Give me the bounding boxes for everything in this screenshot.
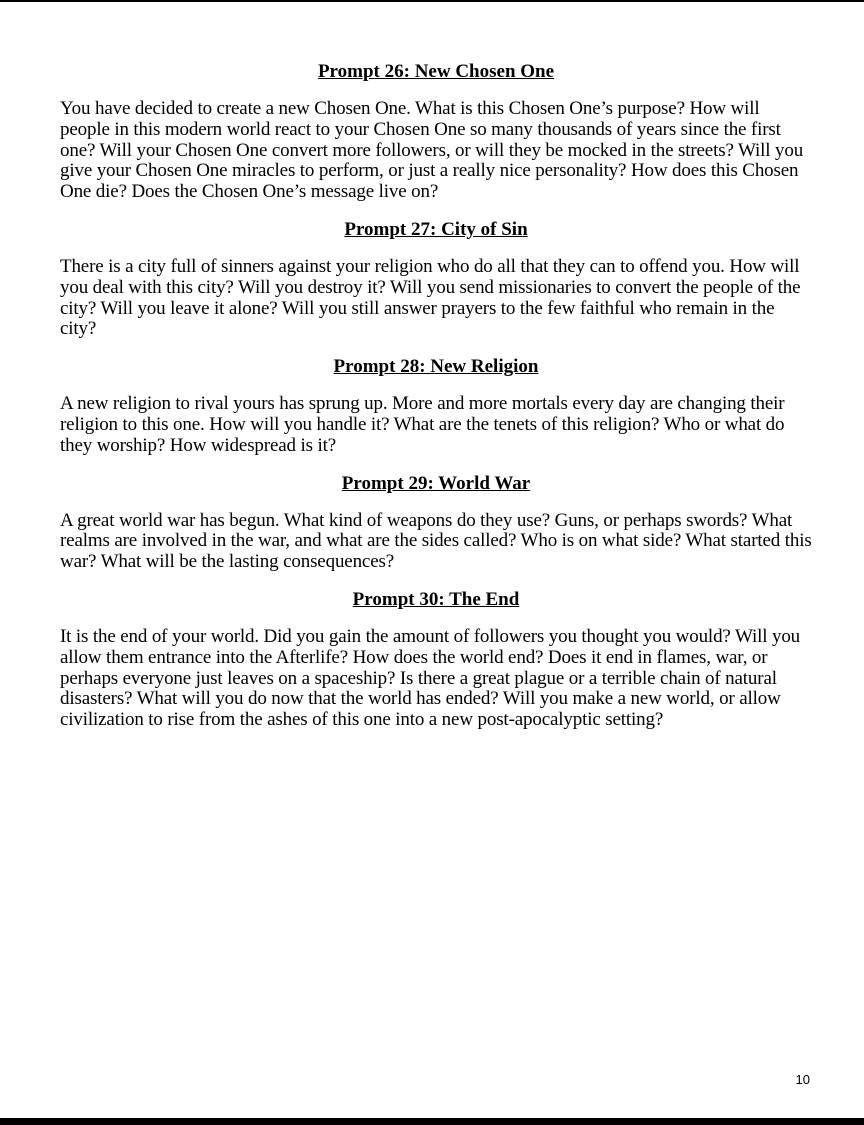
- prompt-title: Prompt 29: World War: [341, 472, 531, 494]
- prompt-28: [60, 354, 812, 456]
- prompt-body: You have decided to create a new Chosen One. What is this Chosen One’s purpose? How will people in this modern world react to your Chosen One so many thousands of years since the first one? Will your Chosen One convert more followers, or will they be mocked in the streets? Will you give your Chosen One miracles to perform, or just a really nice personality? How does this Chosen One die? Does the Chosen One’s message live on?: [60, 98, 804, 203]
- prompt-30: [60, 587, 812, 731]
- top-border: [0, 0, 864, 2]
- prompt-body: A new religion to rival yours has sprung up. More and more mortals every day are changing their religion to this one. How will you handle it? What are the tenets of this religion? Who or what do they worship? How widespread is it?: [60, 393, 785, 456]
- prompt-title: Prompt 28: New Religion: [333, 356, 539, 378]
- prompt-title: Prompt 27: City of Sin: [344, 218, 528, 240]
- prompt-body: It is the end of your world. Did you gain the amount of followers you thought you would? Will you allow them entrance into the Afterlife? How does the world end? Does it end in flames, war, or perhaps everyone just leaves on a spaceship? Is there a great plague or a terrible chain of natural disasters? What will you do now that the world has ended? Will you make a new world, or allow civilization to rise from the ashes of this one into a new post-apocalyptic setting?: [60, 625, 801, 731]
- prompt-26: [60, 59, 812, 203]
- page-number: 10: [795, 1072, 810, 1087]
- prompt-title: Prompt 30: The End: [352, 588, 520, 610]
- prompt-27: [60, 217, 812, 340]
- prompt-body: A great world war has begun. What kind of weapons do they use? Guns, or perhaps swords? What realms are involved in the war, and what are the sides called? Who is on what side? What started this war? What will be the lasting consequences?: [60, 509, 812, 573]
- prompt-body: There is a city full of sinners against your religion who do all that they can to offend you. How will you deal with this city? Will you destroy it? Will you send missionaries to convert the people of the city? Will you leave it alone? Will you still answer prayers to the few faithful who remain in the city?: [60, 255, 801, 340]
- prompt-29: [60, 471, 812, 573]
- document-content: [60, 59, 812, 745]
- bottom-border: [0, 1118, 864, 1125]
- prompt-title: Prompt 26: New Chosen One: [317, 61, 555, 82]
